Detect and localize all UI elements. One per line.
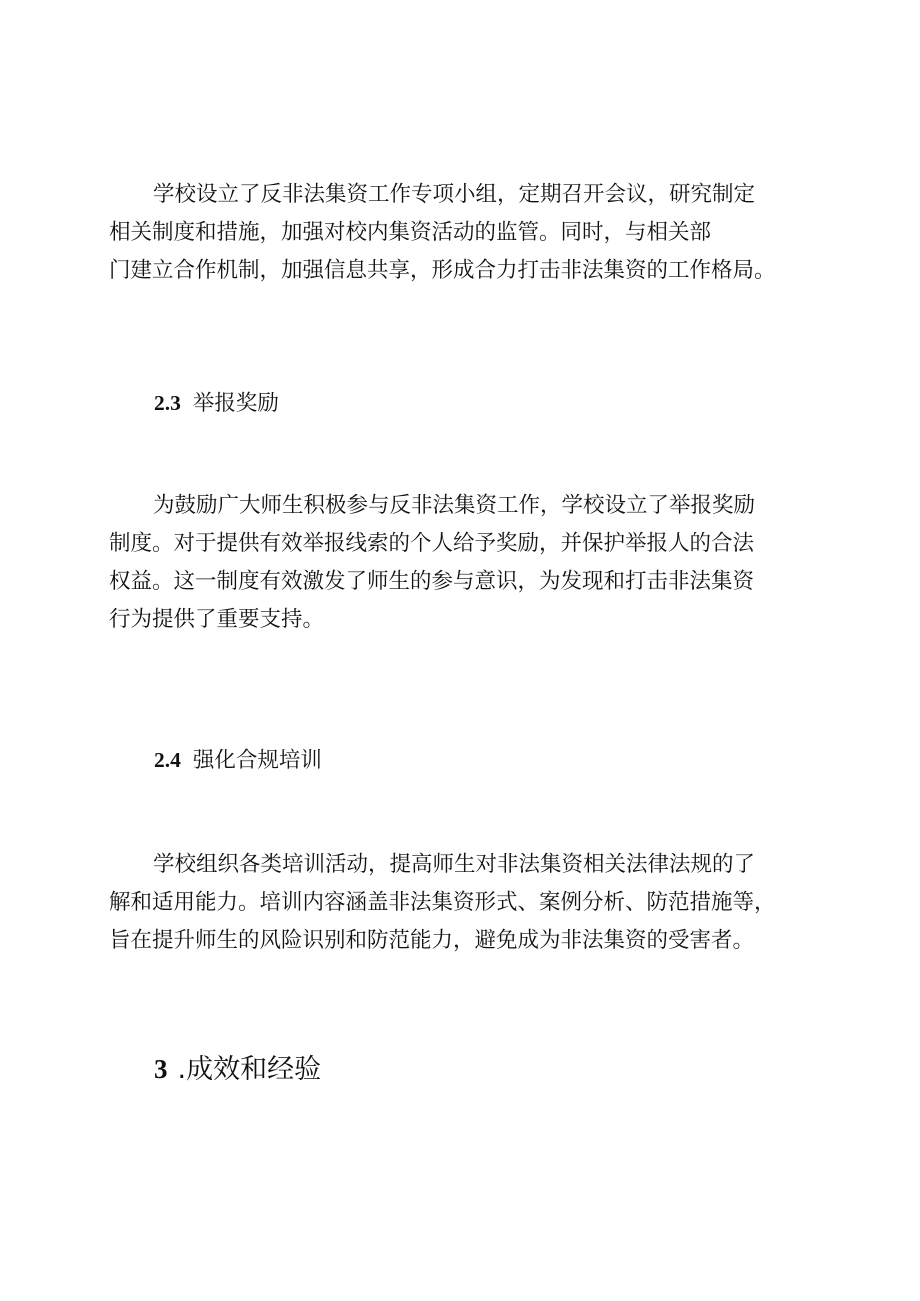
paragraph-line: 为鼓励广大师生积极参与反非法集资工作，学校设立了举报奖励 [153, 493, 756, 518]
section-number: 3 [154, 1054, 168, 1084]
paragraph-line: 相关制度和措施，加强对校内集资活动的监管。同时，与相关部 [109, 220, 712, 245]
paragraph-line: 权益。这一制度有效激发了师生的参与意识，为发现和打击非法集资 [109, 569, 755, 594]
section-heading-2-4 [154, 745, 322, 776]
paragraph-line: 旨在提升师生的风险识别和防范能力，避免成为非法集资的受害者。 [109, 928, 755, 953]
section-number: 2.4 [154, 748, 181, 772]
paragraph-line: 解和适用能力。培训内容涵盖非法集资形式、案例分析、防范措施等， [109, 890, 776, 915]
paragraph-line: 行为提供了重要支持。 [109, 607, 325, 632]
section-title: 举报奖励 [192, 391, 279, 416]
section-title: 强化合规培训 [192, 748, 322, 773]
paragraph-report-reward [109, 487, 821, 639]
paragraph-compliance-training [109, 846, 821, 960]
paragraph-working-group [109, 176, 821, 290]
paragraph-line: 学校组织各类培训活动，提高师生对非法集资相关法律法规的了 [153, 852, 756, 877]
paragraph-line: 门建立合作机制，加强信息共享，形成合力打击非法集资的工作格局。 [109, 258, 776, 283]
section-heading-3 [154, 1052, 321, 1087]
section-heading-2-3 [154, 388, 279, 419]
section-title: .成效和经验 [177, 1054, 322, 1085]
paragraph-line: 制度。对于提供有效举报线索的个人给予奖励，并保护举报人的合法 [109, 531, 755, 556]
section-number: 2.3 [154, 391, 181, 415]
paragraph-line: 学校设立了反非法集资工作专项小组，定期召开会议，研究制定 [153, 182, 756, 207]
